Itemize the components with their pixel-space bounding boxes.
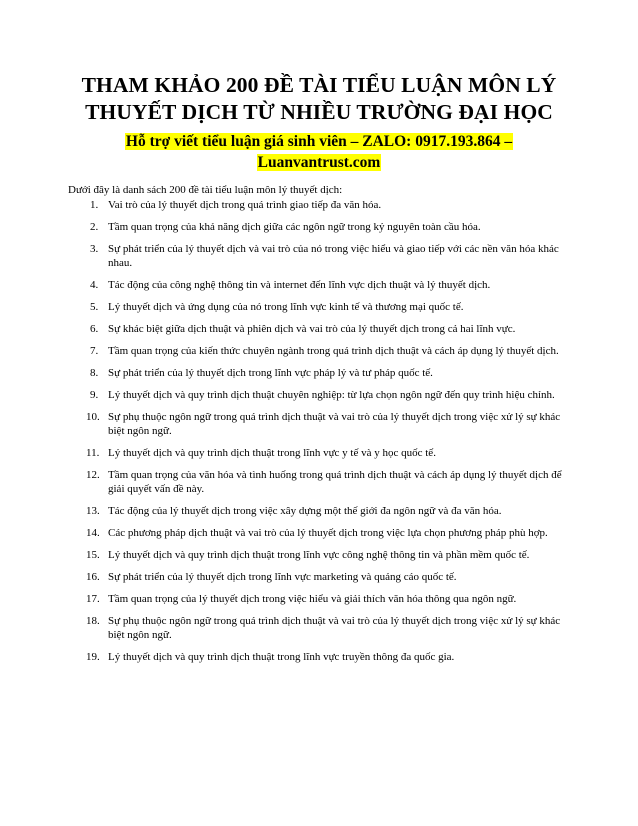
list-item <box>68 198 568 212</box>
list-item-text: Sự phụ thuộc ngôn ngữ trong quá trình dịch thuật và vai trò của lý thuyết dịch trong việc xử lý sự khác biệt ngôn ngữ. <box>108 615 561 641</box>
list-item-number: 3. <box>90 243 99 255</box>
list-item-text: Tầm quan trọng của văn hóa và tình huống trong quá trình dịch thuật và cách áp dụng lý thuyết dịch để giải quyết vấn đề này. <box>108 469 562 495</box>
list-item-number: 18. <box>86 615 100 627</box>
list-item <box>68 504 568 518</box>
list-item-text: Vai trò của lý thuyết dịch trong quá trình giao tiếp đa văn hóa. <box>108 199 382 211</box>
list-item-text: Lý thuyết dịch và quy trình dịch thuật chuyên nghiệp: từ lựa chọn ngôn ngữ đến quy trình hiệu chỉnh. <box>108 389 555 401</box>
list-item-number: 2. <box>90 221 99 233</box>
intro-text: Dưới đây là danh sách 200 đề tài tiểu luận môn lý thuyết dịch: <box>68 184 343 196</box>
promo-line-1: Hỗ trợ viết tiểu luận giá sinh viên – ZALO: 0917.193.864 – <box>125 133 513 150</box>
list-item-text: Tầm quan trọng của khả năng dịch giữa các ngôn ngữ trong kỷ nguyên toàn cầu hóa. <box>108 221 481 233</box>
list-item <box>68 410 568 438</box>
list-item-text: Lý thuyết dịch và ứng dụng của nó trong lĩnh vực kinh tế và thương mại quốc tế. <box>108 301 464 313</box>
list-item-text: Tác động của lý thuyết dịch trong việc xây dựng một thế giới đa ngôn ngữ và đa văn hóa. <box>108 505 502 517</box>
list-item-number: 15. <box>86 549 100 561</box>
list-item-number: 17. <box>86 593 100 605</box>
list-item-text: Tầm quan trọng của lý thuyết dịch trong việc hiểu và giải thích văn hóa thông qua ngôn ngữ. <box>108 593 517 605</box>
list-item <box>68 570 568 584</box>
title-line-2: THUYẾT DỊCH TỪ NHIỀU TRƯỜNG ĐẠI HỌC <box>85 100 553 124</box>
list-item-number: 1. <box>90 199 99 211</box>
list-item-text: Tác động của công nghệ thông tin và internet đến lĩnh vực dịch thuật và lý thuyết dịch. <box>108 279 491 291</box>
list-item-text: Sự phụ thuộc ngôn ngữ trong quá trình dịch thuật và vai trò của lý thuyết dịch trong việc xử lý sự khác biệt ngôn ngữ. <box>108 411 561 437</box>
list-item <box>68 300 568 314</box>
page-title <box>60 72 578 126</box>
list-item <box>68 220 568 234</box>
list-item <box>68 242 568 270</box>
list-item <box>68 366 568 380</box>
list-item-number: 16. <box>86 571 100 583</box>
list-item-text: Các phương pháp dịch thuật và vai trò của lý thuyết dịch trong việc lựa chọn phương pháp phù hợp. <box>108 527 548 539</box>
list-item-number: 14. <box>86 527 100 539</box>
list-item-text: Sự khác biệt giữa dịch thuật và phiên dịch và vai trò của lý thuyết dịch trong cả hai lĩnh vực. <box>108 323 516 335</box>
list-item-text: Sự phát triển của lý thuyết dịch trong lĩnh vực pháp lý và tư pháp quốc tế. <box>108 367 433 379</box>
list-item-text: Lý thuyết dịch và quy trình dịch thuật trong lĩnh vực truyền thông đa quốc gia. <box>108 651 455 663</box>
list-item-number: 9. <box>90 389 99 401</box>
list-item-number: 10. <box>86 411 100 423</box>
list-item <box>68 278 568 292</box>
list-item-number: 7. <box>90 345 99 357</box>
list-item-number: 11. <box>86 447 100 459</box>
list-item <box>68 592 568 606</box>
list-item-number: 4. <box>90 279 99 291</box>
promo-banner <box>110 131 528 173</box>
title-line-1: THAM KHẢO 200 ĐỀ TÀI TIỂU LUẬN MÔN LÝ <box>81 73 557 97</box>
list-item-number: 19. <box>86 651 100 663</box>
list-item <box>68 468 568 496</box>
list-item-text: Sự phát triển của lý thuyết dịch trong lĩnh vực marketing và quảng cáo quốc tế. <box>108 571 457 583</box>
list-item-text: Sự phát triển của lý thuyết dịch và vai trò của nó trong việc hiểu và giao tiếp với các nền văn hóa khác nhau. <box>108 243 559 269</box>
list-item <box>68 388 568 402</box>
list-item <box>68 650 568 664</box>
list-item-number: 12. <box>86 469 100 481</box>
list-item <box>68 548 568 562</box>
list-item-number: 5. <box>90 301 99 313</box>
list-item-number: 13. <box>86 505 100 517</box>
promo-line-2: Luanvantrust.com <box>257 154 381 171</box>
list-item-text: Lý thuyết dịch và quy trình dịch thuật trong lĩnh vực y tế và y học quốc tế. <box>108 447 436 459</box>
list-item-text: Tầm quan trọng của kiến thức chuyên ngành trong quá trình dịch thuật và cách áp dụng lý thuyết dịch. <box>108 345 559 357</box>
list-item <box>68 322 568 336</box>
list-item-number: 8. <box>90 367 99 379</box>
list-item <box>68 526 568 540</box>
list-item <box>68 614 568 642</box>
list-item <box>68 446 568 460</box>
list-item-text: Lý thuyết dịch và quy trình dịch thuật trong lĩnh vực công nghệ thông tin và phần mềm quốc tế. <box>108 549 530 561</box>
list-item <box>68 344 568 358</box>
topic-list <box>68 198 568 664</box>
list-item-number: 6. <box>90 323 99 335</box>
